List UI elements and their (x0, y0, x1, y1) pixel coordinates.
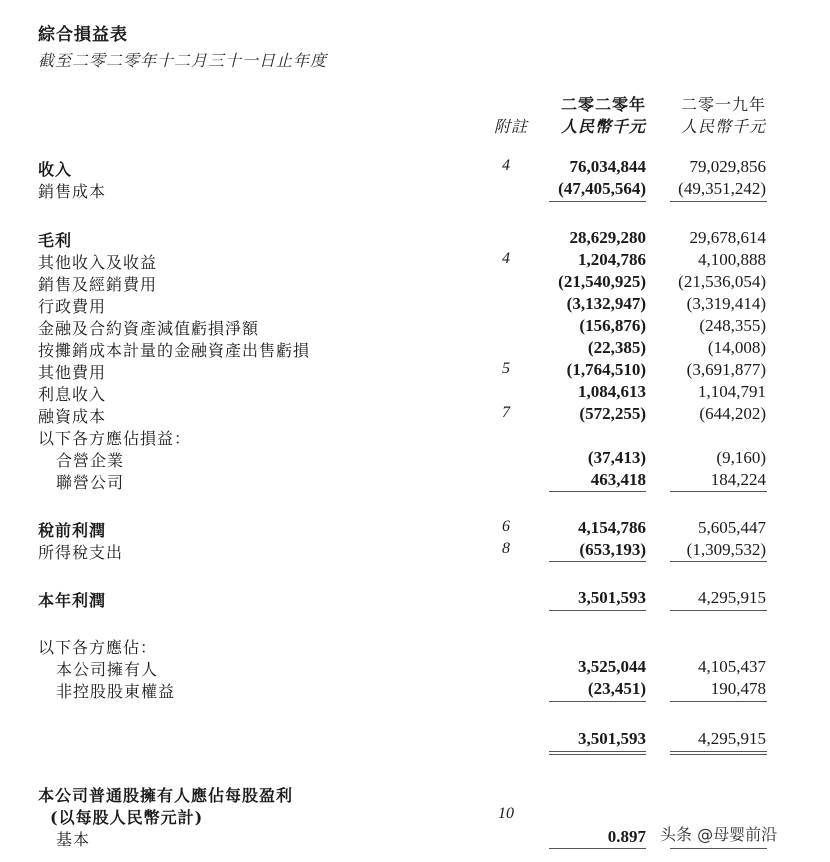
row-previous: (3,319,414) (686, 294, 766, 313)
row-current: 0.897 (607, 827, 646, 846)
row-previous: (644,202) (699, 404, 766, 423)
row-label: 本公司普通股擁有人應佔每股盈利 (38, 786, 294, 805)
row-note: 10 (498, 805, 514, 822)
row-previous: (3,691,877) (686, 360, 766, 379)
row-note: 5 (502, 360, 510, 377)
row-previous: 190,478 (710, 679, 766, 698)
row-current: 4,154,786 (578, 518, 646, 537)
row-label: 金融及合約資產減值虧損淨額 (38, 319, 260, 338)
row-note: 8 (502, 540, 510, 557)
row-label: 聯營公司 (56, 473, 125, 492)
row-note: 4 (502, 157, 510, 174)
row-current: 76,034,844 (569, 157, 646, 176)
row-label: 毛利 (38, 231, 73, 250)
row-label: 本公司擁有人 (56, 660, 159, 679)
row-current: 463,418 (590, 470, 646, 489)
subtotal-rule (549, 561, 646, 562)
row-current: 1,084,613 (578, 382, 646, 401)
row-previous: (14,008) (707, 338, 766, 357)
row-profit-for-year (0, 588, 830, 610)
row-note: 4 (502, 250, 510, 267)
row-note: 6 (502, 518, 510, 535)
previous-year-header: 二零一九年 (680, 95, 766, 114)
row-previous: 4,105,437 (698, 657, 766, 676)
row-current: (3,132,947) (566, 294, 646, 313)
row-label: 以下各方應佔損益： (38, 429, 192, 448)
row-finance-costs (0, 404, 830, 426)
total-double-rule (549, 751, 646, 752)
row-previous: (9,160) (716, 448, 766, 467)
subtotal-rule (670, 701, 767, 702)
row-label: 按攤銷成本計量的金融資產出售虧損 (38, 341, 311, 360)
row-share-of-results-heading (0, 426, 830, 448)
row-label: 基本 (56, 830, 91, 849)
row-previous: 4,100,888 (698, 250, 766, 269)
row-total-attributable (0, 729, 830, 751)
statement-period: 截至二零二零年十二月三十一日止年度 (38, 51, 328, 70)
row-current: 3,525,044 (578, 657, 646, 676)
row-other-income (0, 250, 830, 272)
row-gross-profit (0, 228, 830, 250)
row-label: 以下各方應佔： (38, 638, 158, 657)
row-label: 融資成本 (38, 407, 107, 426)
subtotal-rule (549, 491, 646, 492)
row-other-expenses (0, 360, 830, 382)
previous-unit-header: 人民幣千元 (680, 117, 766, 136)
row-previous: 29,678,614 (689, 228, 766, 247)
row-current: (21,540,925) (558, 272, 646, 291)
row-label: 非控股股東權益 (56, 682, 176, 701)
row-previous: 4,295,915 (698, 729, 766, 748)
statement-title: 綜合損益表 (38, 25, 128, 45)
row-label: 利息收入 (38, 385, 107, 404)
row-selling-expenses (0, 272, 830, 294)
row-cost-of-sales (0, 179, 830, 201)
subtotal-rule (549, 701, 646, 702)
row-current: (37,413) (587, 448, 646, 467)
row-label: 其他費用 (38, 363, 107, 382)
row-current: 3,501,593 (578, 729, 646, 748)
row-label: 銷售及經銷費用 (38, 275, 158, 294)
row-previous: 4,295,915 (698, 588, 766, 607)
row-previous: (21,536,054) (678, 272, 766, 291)
watermark: 头条 @母婴前沿 (660, 825, 778, 844)
row-interest-income (0, 382, 830, 404)
subtotal-rule (549, 848, 646, 849)
row-label: 合營企業 (56, 451, 125, 470)
row-current: (572,255) (579, 404, 646, 423)
row-eps-heading (0, 783, 830, 805)
subtotal-rule (670, 848, 767, 849)
row-label: 行政費用 (38, 297, 107, 316)
current-unit-header: 人民幣千元 (560, 117, 646, 136)
row-previous: (49,351,242) (678, 179, 766, 198)
row-non-controlling-interests (0, 679, 830, 701)
row-joint-ventures (0, 448, 830, 470)
row-previous: 1,104,791 (698, 382, 766, 401)
row-previous: (248,355) (699, 316, 766, 335)
subtotal-rule (549, 201, 646, 202)
row-label: 本年利潤 (38, 591, 107, 610)
row-current: 3,501,593 (578, 588, 646, 607)
row-current: 28,629,280 (569, 228, 646, 247)
subtotal-rule (670, 610, 767, 611)
row-current: (23,451) (587, 679, 646, 698)
total-double-rule (670, 751, 767, 752)
row-label: 銷售成本 (38, 182, 107, 201)
row-label: 所得稅支出 (38, 543, 124, 562)
row-admin-expenses (0, 294, 830, 316)
row-previous: (1,309,532) (686, 540, 766, 559)
row-current: (47,405,564) (558, 179, 646, 198)
row-revenue (0, 157, 830, 179)
row-associates (0, 470, 830, 492)
row-label: 收入 (38, 160, 73, 179)
current-year-header: 二零二零年 (560, 95, 646, 114)
row-income-tax (0, 540, 830, 562)
row-current: (653,193) (579, 540, 646, 559)
subtotal-rule (670, 201, 767, 202)
row-current: 1,204,786 (578, 250, 646, 269)
row-previous: 184,224 (710, 470, 766, 489)
row-attributable-heading (0, 635, 830, 657)
row-label: 其他收入及收益 (38, 253, 158, 272)
row-disposal-loss (0, 338, 830, 360)
row-note: 7 (502, 404, 510, 421)
row-owners-of-company (0, 657, 830, 679)
note-column-header: 附註 (493, 117, 528, 136)
row-label: 稅前利潤 (38, 521, 107, 540)
row-current: (1,764,510) (566, 360, 646, 379)
subtotal-rule (549, 610, 646, 611)
subtotal-rule (670, 491, 767, 492)
row-impairment-losses (0, 316, 830, 338)
row-current: (22,385) (587, 338, 646, 357)
row-previous: 5,605,447 (698, 518, 766, 537)
row-previous: 79,029,856 (689, 157, 766, 176)
row-current: (156,876) (579, 316, 646, 335)
subtotal-rule (670, 561, 767, 562)
row-label: (以每股人民幣元計) (50, 808, 204, 827)
row-profit-before-tax (0, 518, 830, 540)
